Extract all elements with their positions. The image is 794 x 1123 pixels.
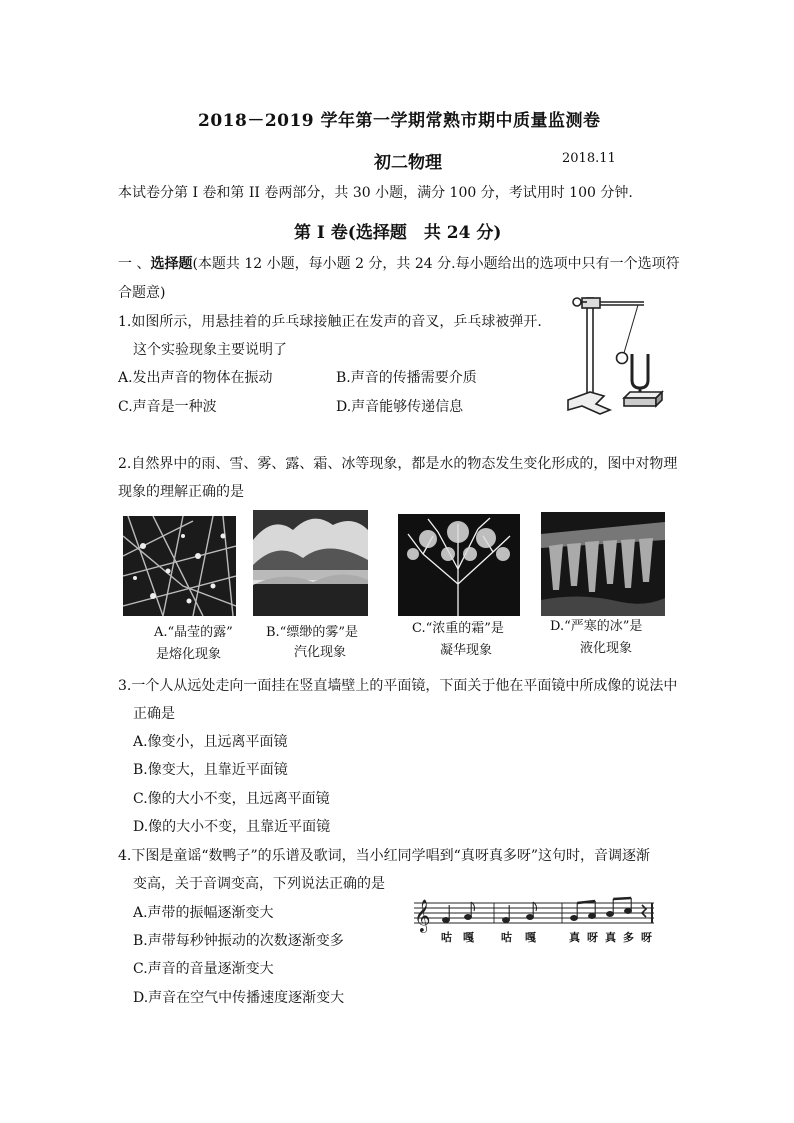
lyric-0: 咕	[441, 931, 452, 944]
q1-option-d: D.声音能够传递信息	[336, 399, 464, 415]
q4-option-b: B.声带每秒钟振动的次数逐渐变多	[133, 933, 344, 949]
lyric-3: 嘎	[525, 931, 536, 944]
q2-photo-panel	[118, 506, 670, 666]
q1-stem-line1: 1.如图所示，用悬挂着的乒乓球接触正在发声的音叉，乒乓球被弹开.	[118, 314, 542, 330]
section-heading: 第 I 卷(选择题 共 24 分)	[294, 223, 502, 243]
q4-stem-line2: 变高，关于音调变高，下列说法正确的是	[133, 876, 385, 892]
lyric-1: 嘎	[463, 931, 474, 944]
caption-b-line2: 汽化现象	[294, 645, 347, 660]
frost-photo	[398, 514, 520, 616]
instruction-rest: (本题共 12 小题，每小题 2 分，共 24 分.每小题给出的选项中只有一个选项符	[192, 256, 680, 272]
exam-intro: 本试卷分第 I 卷和第 II 卷两部分，共 30 小题，满分 100 分，考试用时 100 分钟.	[118, 185, 633, 201]
q3-option-d: D.像的大小不变，且靠近平面镜	[133, 819, 331, 835]
q1-option-a: A.发出声音的物体在振动	[118, 370, 273, 386]
instruction-bold: 选择题	[150, 256, 193, 272]
caption-d-line2: 液化现象	[580, 641, 633, 656]
caption-c-line2: 凝华现象	[440, 643, 493, 658]
ice-photo	[541, 512, 665, 616]
lyric-8: 呀	[641, 931, 652, 944]
q2-stem-line1: 2.自然界中的雨、雪、雾、露、霜、冰等现象，都是水的物态发生变化形成的，图中对物理	[118, 456, 678, 472]
q4-option-a: A.声带的振幅逐渐变大	[133, 905, 274, 921]
lyric-2: 咕	[501, 931, 512, 944]
lyric-4: 真	[569, 931, 580, 944]
fog-photo	[253, 510, 368, 616]
music-score-figure	[410, 895, 660, 951]
tuning-fork-apparatus-figure	[560, 288, 675, 416]
q1-option-c: C.声音是一种波	[118, 399, 217, 415]
q4-stem-line1: 4.下图是童谣“数鸭子”的乐谱及歌词，当小红同学唱到“真呀真多呀”这句时，音调逐渐	[118, 848, 650, 864]
section-instruction-line2: 合题意)	[118, 285, 166, 301]
lyric-5: 呀	[587, 931, 598, 944]
q3-stem-line2: 正确是	[133, 706, 175, 722]
q3-option-c: C.像的大小不变，且远离平面镜	[133, 791, 330, 807]
svg-text:𝄞: 𝄞	[414, 899, 431, 932]
dew-photo	[123, 516, 236, 616]
exam-title: 2018－2019 学年第一学期常熟市期中质量监测卷	[198, 111, 601, 131]
caption-a-line2: 是熔化现象	[156, 647, 222, 662]
exam-date: 2018.11	[562, 151, 616, 166]
q3-option-b: B.像变大，且靠近平面镜	[133, 762, 288, 778]
caption-a-line1: A.“晶莹的露”	[154, 625, 233, 640]
section-instruction-line1	[118, 254, 680, 274]
lyric-7: 多	[623, 931, 634, 944]
q4-option-d: D.声音在空气中传播速度逐渐变大	[133, 990, 345, 1006]
q3-stem-line1: 3.一个人从远处走向一面挂在竖直墙壁上的平面镜，下面关于他在平面镜中所成像的说法中	[118, 678, 678, 694]
caption-c-line1: C.“浓重的霜”是	[412, 621, 504, 636]
q2-stem-line2: 现象的理解正确的是	[118, 484, 244, 500]
q1-option-b: B.声音的传播需要介质	[336, 370, 477, 386]
caption-d-line1: D.“严寒的冰”是	[550, 619, 643, 634]
lyric-6: 真	[605, 931, 616, 944]
q1-stem-line2: 这个实验现象主要说明了	[133, 342, 287, 358]
instruction-prefix: 一 、	[118, 256, 151, 272]
subject-title: 初二物理	[374, 153, 442, 173]
caption-b-line1: B.“缥缈的雾”是	[266, 625, 358, 640]
lyrics-row	[410, 929, 660, 947]
q4-option-c: C.声音的音量逐渐变大	[133, 961, 274, 977]
q3-option-a: A.像变小，且远离平面镜	[133, 734, 288, 750]
